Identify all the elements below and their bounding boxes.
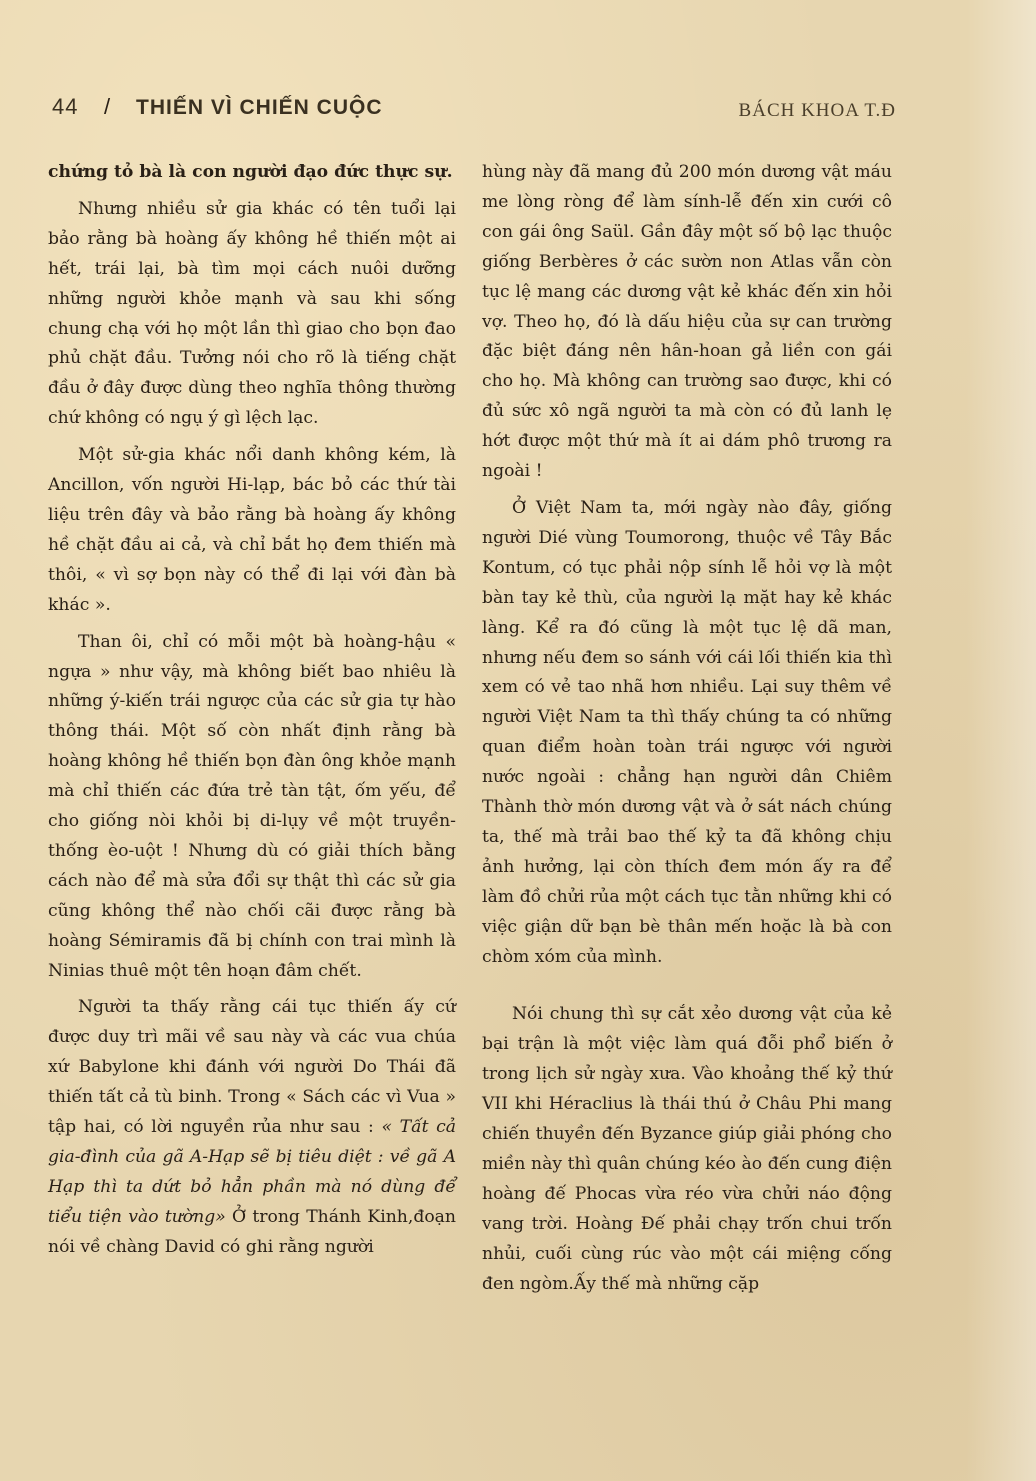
paragraph: Nói chung thì sự cắt xẻo dương vật của kẻ bại trận là một việc làm quá đỗi phổ biến ở trong lịch sử ngày xưa. Vào khoảng thế kỷ thứ VII khi Héraclius là thái thú ở Châu Phi mang chiến thuyền đến Byzance giúp giải phóng cho miền này thì quân chúng kéo ào đến cung điện hoàng đế Phocas vừa réo vừa chửi náo động vang trời. Hoàng Đế phải chạy trốn chui trốn nhủi, cuối cùng rúc vào một cái miệng cống đen ngòm.Ấy thế mà những cặp xyxy=(482,1004,892,1294)
paragraph: Một sử-gia khác nổi danh không kém, là Ancillon, vốn người Hi-lạp, bác bỏ các thứ tài liệu trên đây và bảo rằng bà hoàng ấy không hề chặt đầu ai cả, và chỉ bắt họ đem thiến mà thôi, « vì sợ bọn này có thể đi lại với đàn bà khác ». xyxy=(48,445,456,615)
torn-page-edge xyxy=(966,0,1036,1481)
paragraph-text: Ở trong Thánh Kinh,đoạn nói về chàng David có ghi rằng người xyxy=(48,1206,456,1257)
right-column xyxy=(482,158,892,1300)
paragraph-text: Người ta thấy rằng cái tục thiến ấy cứ được duy trì mãi về sau này và các vua chúa xứ Babylone khi đánh với người Do Thái đã thiến tất cả tù binh. Trong « Sách các vì Vua » tập hai, có lời nguyền rủa như sau : xyxy=(48,997,456,1138)
page-number: 44 xyxy=(52,94,79,119)
paragraph: Ở Việt Nam ta, mới ngày nào đây, giống người Dié vùng Toumorong, thuộc về Tây Bắc Kontum, có tục phải nộp sính lễ hỏi vợ là một bàn tay kẻ thù, của người lạ mặt hay kẻ khác làng. Kể ra đó cũng là một tục lệ dã man, nhưng nếu đem so sánh với cái lối thiến kia thì xem có vẻ tao nhã hơn nhiều. Lại suy thêm về người Việt Nam ta thì thấy chúng ta có những quan điểm hoàn toàn trái ngược với người nước ngoài : chẳng hạn người dân Chiêm Thành thờ món dương vật và ở sát nách chúng ta, thế mà trải bao thế kỷ ta đã không chịu ảnh hưởng, lại còn thích đem món ấy ra để làm đồ chửi rủa một cách tục tằn những khi có việc giận dữ bạn bè thân mến hoặc là bà con chòm xóm của mình. xyxy=(482,497,892,967)
paragraph: Than ôi, chỉ có mỗi một bà hoàng-hậu « ngựa » như vậy, mà không biết bao nhiêu là những ý-kiến trái ngược của các sử gia tự hào thông thái. Một số còn nhất định rằng bà hoàng không hề thiến bọn đàn ông khỏe mạnh mà chỉ thiến các đứa trẻ tàn tật, ốm yếu, để cho giống nòi khỏi bị di-lụy về một truyền-thống èo-uột ! Nhưng dù có giải thích bằng cách nào để mà sửa đổi sự thật thì các sử gia cũng không thể nào chối cãi được rằng bà hoàng Sémiramis đã bị chính con trai mình là Ninias thuê một tên hoạn đâm chết. xyxy=(48,631,456,981)
running-head: BÁCH KHOA T.Đ xyxy=(738,100,896,121)
paragraph: chứng tỏ bà là con người đạo đức thực sự. xyxy=(48,162,453,182)
chapter-title: THIẾN VÌ CHIẾN CUỘC xyxy=(136,96,383,119)
page-header xyxy=(52,92,896,128)
left-column xyxy=(48,158,456,1263)
paragraph xyxy=(48,993,456,1262)
paragraph: Nhưng nhiều sử gia khác có tên tuổi lại bảo rằng bà hoàng ấy không hề thiến một ai hết, trái lại, bà tìm mọi cách nuôi dưỡng những người khỏe mạnh và sau khi sống chung chạ với họ một lần thì giao cho bọn đao phủ chặt đầu. Tưởng nói cho rõ là tiếng chặt đầu ở đây được dùng theo nghĩa thông thường chứ không có ngụ ý gì lệch lạc. xyxy=(48,198,456,429)
header-separator: / xyxy=(104,94,112,119)
scripture-quote: « Tất cả gia-đình của gã A-Hạp sẽ bị tiêu diệt : về gã A Hạp thì ta dứt bỏ hẳn phần mà nó dùng để tiểu tiện vào tường» xyxy=(48,1117,456,1227)
paragraph: hùng này đã mang đủ 200 món dương vật máu me lòng ròng để làm sính-lễ đến xin cưới cô con gái ông Saül. Gần đây một số bộ lạc thuộc giống Berbères ở các sườn non Atlas vẫn còn tục lệ mang các dương vật kẻ khác đến xin hỏi vợ. Theo họ, đó là dấu hiệu của sự can trường đặc biệt đáng nên hân-hoan gả liền con gái cho họ. Mà không can trường sao được, khi có đủ sức xô ngã người ta mà còn có đủ lanh lẹ hớt được một thứ mà ít ai dám phô trương ra ngoài ! xyxy=(482,162,892,482)
